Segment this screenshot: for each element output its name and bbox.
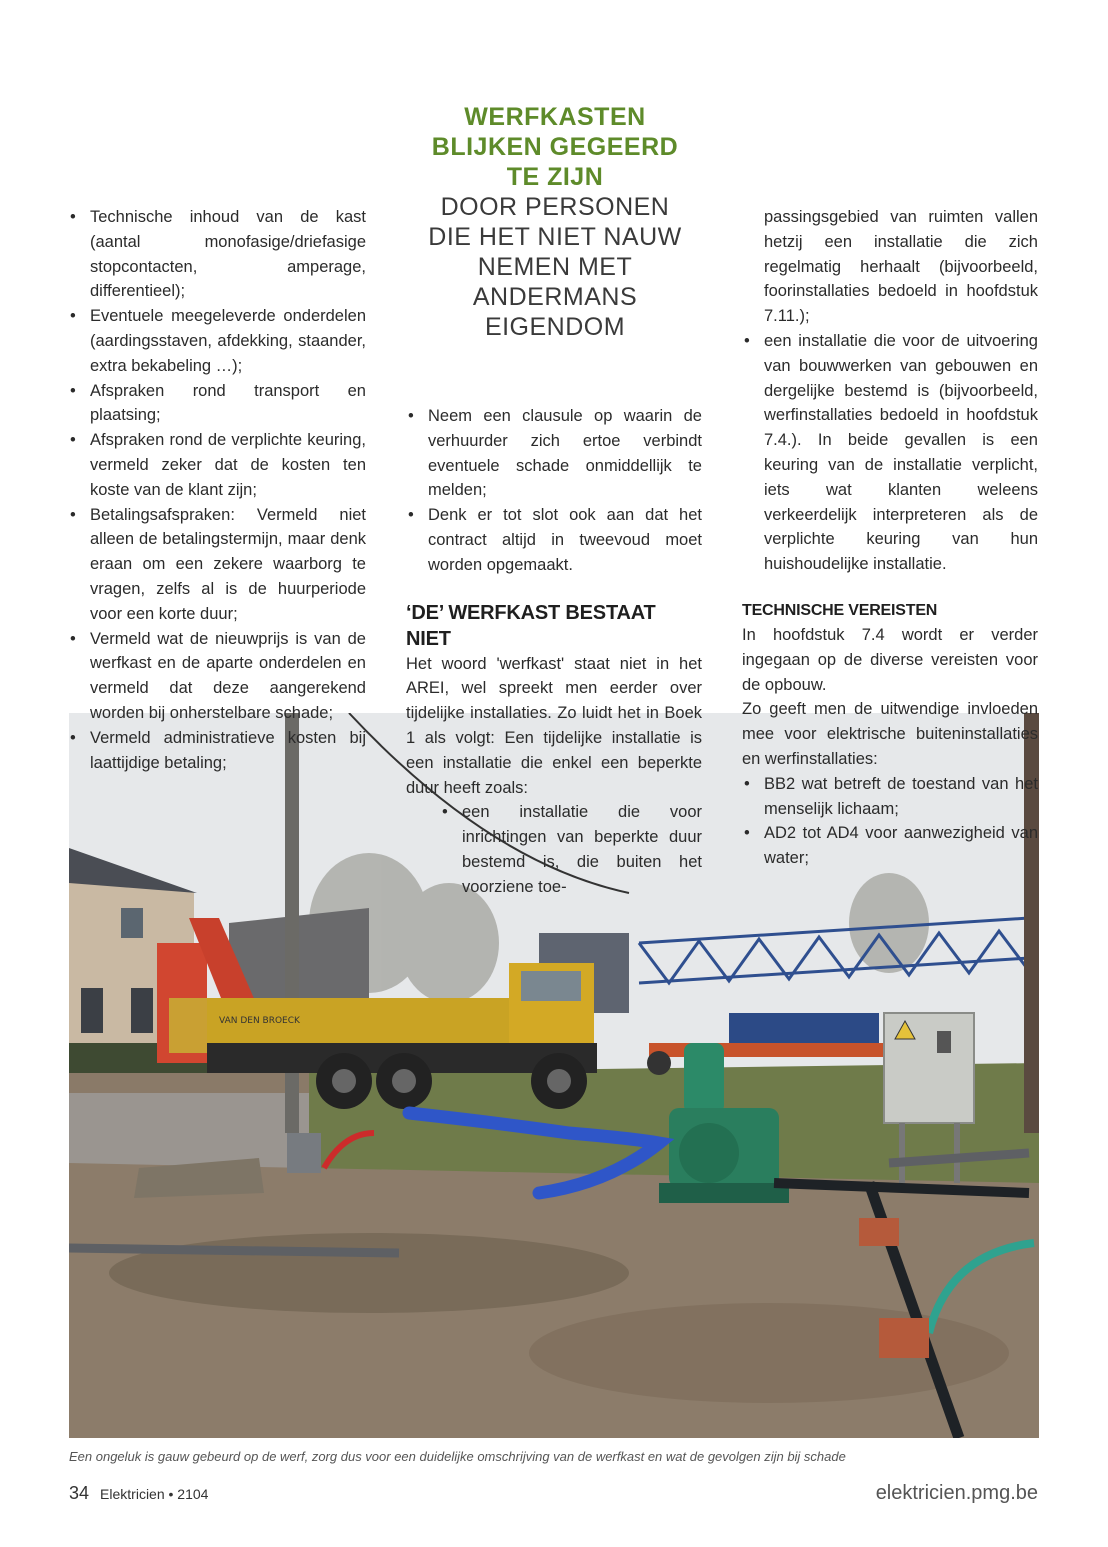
list-item: • Technische inhoud van de kast (aantal monofasige/driefasige stopcontacten, amperage, differentieel); xyxy=(68,205,366,304)
pull-quote-line: BLIJKEN GEGEERD xyxy=(431,133,679,161)
middle-column xyxy=(406,404,702,900)
right-column xyxy=(742,205,1038,871)
list-item: • Betalingsafspraken: Vermeld niet alleen de betalingstermijn, maar denk eraan om een zekere waarborg te vragen, zelfs al is de huurperiode voor een korte duur; xyxy=(68,503,366,627)
left-column xyxy=(68,205,366,775)
list-item: • Afspraken rond de verplichte keuring, vermeld zeker dat de kosten ten koste van de klant zijn; xyxy=(68,428,366,502)
magazine-issue: Elektricien • 2104 xyxy=(100,1486,209,1502)
pull-quote-line: NEMEN MET xyxy=(477,253,633,281)
pull-quote-line: DOOR PERSONEN xyxy=(440,193,670,221)
checklist xyxy=(68,205,366,775)
definition-list xyxy=(406,800,702,899)
list-item: • Neem een clausule op waarin de verhuurder zich ertoe verbindt eventuele schade onmiddellijk te melden; xyxy=(406,404,702,503)
list-item: • BB2 wat betreft de toestand van het menselijk lichaam; xyxy=(742,772,1038,822)
influence-list xyxy=(742,772,1038,871)
list-item: • Denk er tot slot ook aan dat het contract altijd in tweevoud moet worden opgemaakt. xyxy=(406,503,702,577)
website-link[interactable]: elektricien.pmg.be xyxy=(875,1482,1038,1504)
list-item: • Vermeld wat de nieuwprijs is van de werfkast en de aparte onderdelen en vermeld dat deze aangerekend worden bij onherstelbare schade; xyxy=(68,627,366,726)
body-paragraph: Het woord 'werfkast' staat niet in het AREI, wel spreekt men eerder over tijdelijke installaties. Zo luidt het in Boek 1 als volgt: Een tijdelijke installatie is een installatie die enkel een beperkte duur heeft zoals: xyxy=(406,654,702,797)
section-heading: ‘DE’ WERFKAST BESTAAT NIET xyxy=(406,601,656,650)
page-footer xyxy=(69,1483,208,1504)
list-item: • een installatie die voor inrichtingen van beperkte duur bestemd is, die buiten het voorziene toe- xyxy=(440,800,702,899)
list-item: • Eventuele meegeleverde onderdelen (aardingsstaven, afdekking, staander, extra bekabeling …); xyxy=(68,304,366,378)
list-item: • AD2 tot AD4 voor aanwezigheid van water; xyxy=(742,821,1038,871)
truck-label: VAN DEN BROECK xyxy=(219,1016,300,1026)
checklist-continued xyxy=(406,404,702,578)
pull-quote-line: ANDERMANS xyxy=(472,283,638,311)
list-item: • Afspraken rond transport en plaatsing; xyxy=(68,379,366,429)
pull-quote-body xyxy=(404,192,706,342)
pull-quote-highlight xyxy=(404,102,706,192)
pull-quote-line: WERFKASTEN xyxy=(464,103,646,131)
body-paragraph-continued: passingsgebied van ruimten vallen hetzij een installatie die zich regelmatig herhaalt (bijvoorbeeld, foorinstallaties bedoeld in hoofdstuk 7.11.); xyxy=(764,208,1038,326)
list-item: • Vermeld administratieve kosten bij laattijdige betaling; xyxy=(68,726,366,776)
pull-quote-line: TE ZIJN xyxy=(506,163,604,191)
page-number: 34 xyxy=(69,1483,90,1503)
section-heading: TECHNISCHE VEREISTEN xyxy=(742,601,938,619)
body-paragraph: Zo geeft men de uitwendige invloeden mee voor elektrische buiteninstallaties en werfinstallaties: xyxy=(742,700,1038,768)
pull-quote xyxy=(404,102,706,342)
pull-quote-line: DIE HET NIET NAUW xyxy=(428,223,682,251)
body-paragraph: In hoofdstuk 7.4 wordt er verder ingegaan op de diverse vereisten voor de opbouw. xyxy=(742,625,1038,694)
pull-quote-line: EIGENDOM xyxy=(484,313,626,341)
list-item: • een installatie die voor de uitvoering van bouwwerken van gebouwen en dergelijke bestemd is (bijvoorbeeld, werfinstallaties bedoeld in hoofdstuk 7.4.). In beide gevallen is een keuring van de installatie verplicht, iets wat klanten weleens verkeerdelijk interpreteren als de verplichte keuring van hun huishoudelijke installatie. xyxy=(742,329,1038,577)
definition-list-continued xyxy=(742,329,1038,577)
photo-caption: Een ongeluk is gauw gebeurd op de werf, zorg dus voor een duidelijke omschrijving van de werfkast en wat de gevolgen zijn bij schade xyxy=(69,1449,846,1464)
